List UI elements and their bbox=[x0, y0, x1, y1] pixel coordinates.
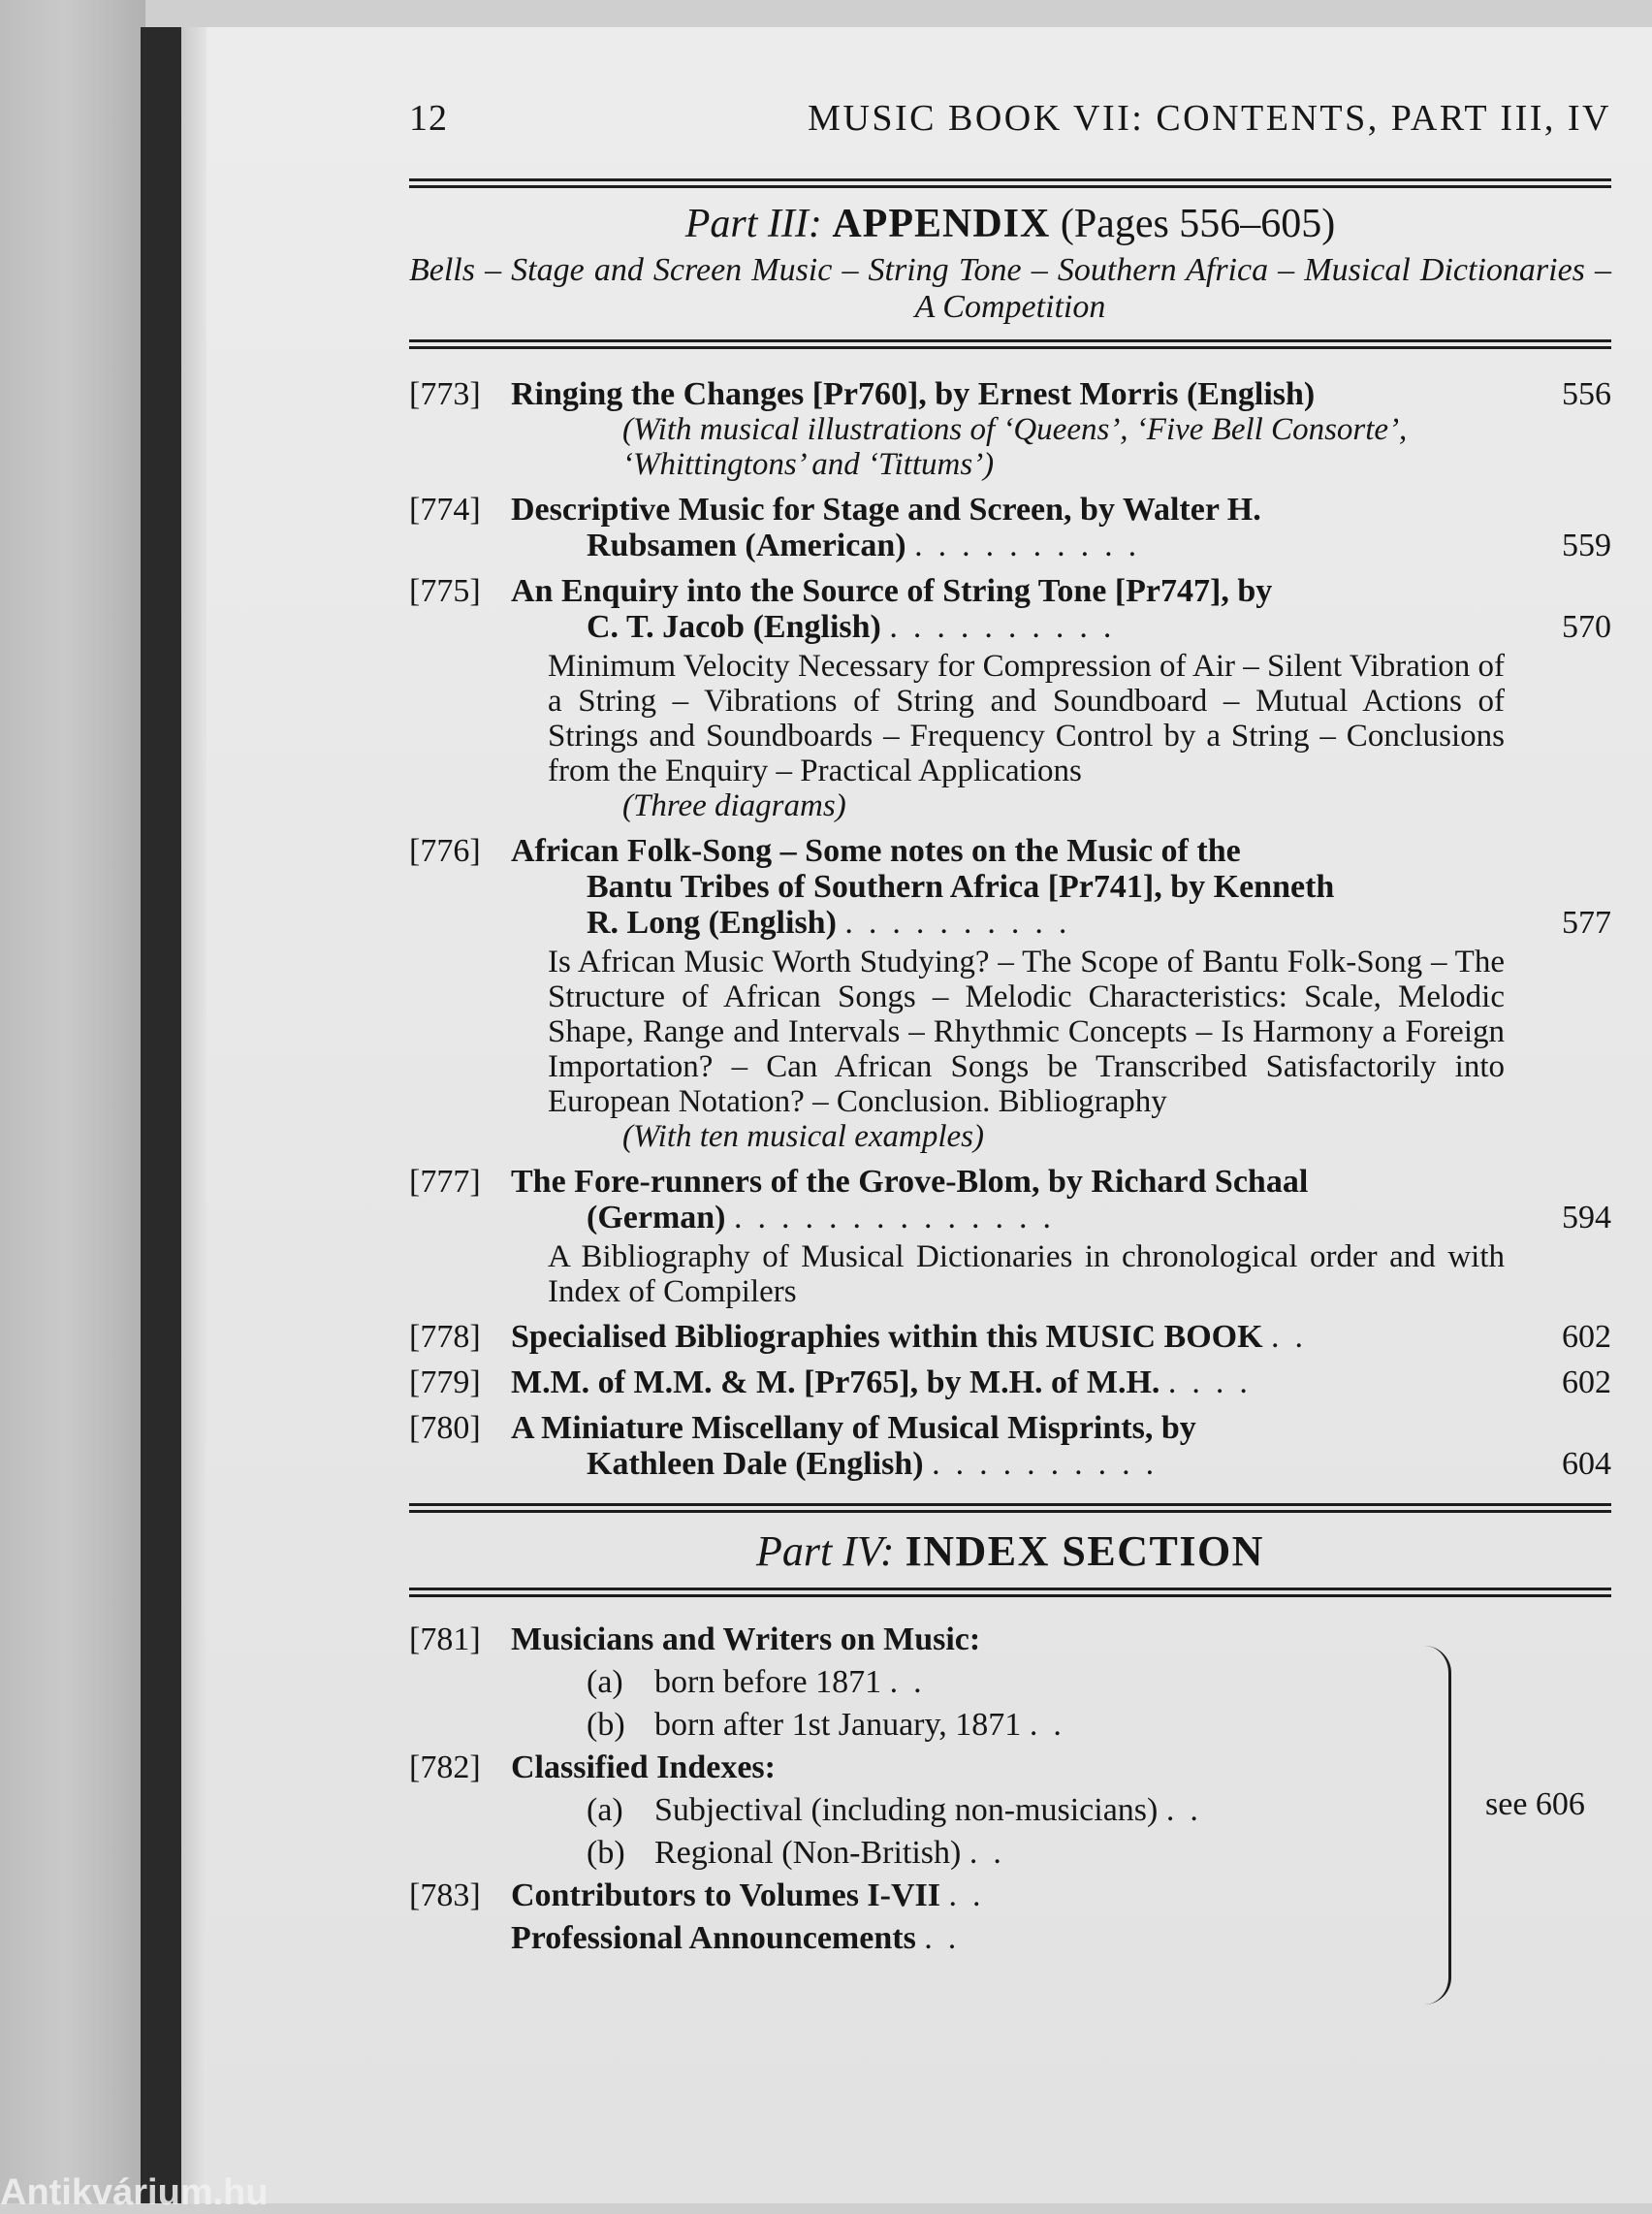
entry-page: 577 bbox=[1562, 905, 1611, 941]
leader-dots: .. bbox=[1057, 528, 1105, 563]
entry-number: [781] bbox=[409, 1621, 481, 1657]
sub-letter: (a) bbox=[587, 1664, 623, 1700]
leader-dots: .. bbox=[1074, 1446, 1123, 1482]
leader-dots: .. bbox=[948, 1877, 997, 1913]
entry-number: [777] bbox=[409, 1164, 481, 1200]
sub-title: Regional (Non-British) bbox=[654, 1835, 962, 1871]
leader-dots: .. bbox=[1029, 1707, 1077, 1743]
entry-title: Professional Announcements bbox=[511, 1920, 916, 1956]
page-gutter-shadow bbox=[181, 27, 206, 2203]
entry-number: [774] bbox=[409, 492, 481, 528]
leader-dots: .. bbox=[1009, 528, 1058, 563]
entry-note: (With musical illustrations of ‘Queens’, ‘Five Bell Consorte’, ‘Whittingtons’ and ‘Tittums’) bbox=[622, 412, 1408, 482]
entry-777 bbox=[409, 1164, 1611, 1309]
entry-page: 604 bbox=[1562, 1446, 1611, 1482]
entry-number: [782] bbox=[409, 1749, 481, 1785]
leader-dots: .. bbox=[1165, 1792, 1214, 1828]
entry-number: [775] bbox=[409, 573, 481, 609]
part3-name: APPENDIX bbox=[832, 202, 1051, 246]
entry-title-smallcaps: MUSIC BOOK bbox=[1045, 1319, 1263, 1355]
leader-dots: .. bbox=[987, 905, 1035, 941]
leader-dots: .. bbox=[829, 1200, 877, 1235]
leader-dots: .. bbox=[876, 1200, 925, 1235]
entry-title: Classified Indexes: bbox=[511, 1749, 776, 1785]
entry-description: Is African Music Worth Studying? – The Scope of Bantu Folk-Song – The Structure of African Songs – Melodic Characteristics: Scale, Melodic Shape, Range and Intervals – Rhythmic Concepts – Is Harmony a Foreign Importation? – Can African Songs be Transcribed Satisfactorily into European Notation? – Conclusion. Bibliography bbox=[548, 945, 1505, 1119]
entry-title-cont: C. T. Jacob (English) bbox=[587, 609, 881, 645]
entry-title-cont: Kathleen Dale (English) bbox=[587, 1446, 924, 1482]
entry-number: [779] bbox=[409, 1364, 481, 1400]
part3-pages: (Pages 556–605) bbox=[1060, 202, 1336, 246]
entry-779 bbox=[409, 1364, 1611, 1400]
leader-dots: .. bbox=[1271, 1319, 1319, 1355]
running-title: MUSIC BOOK VII: CONTENTS, PART III, IV bbox=[808, 98, 1611, 139]
contents-page bbox=[409, 97, 1611, 1960]
double-rule bbox=[409, 1503, 1611, 1513]
leader-dots: .. bbox=[1122, 1446, 1170, 1482]
sub-title: born after 1st January, 1871 bbox=[654, 1707, 1022, 1743]
book-spine bbox=[141, 27, 181, 2203]
double-rule bbox=[409, 339, 1611, 349]
leader-dots: .. bbox=[932, 1446, 980, 1482]
entry-page: 602 bbox=[1562, 1319, 1611, 1355]
entry-title: A Miniature Miscellany of Musical Misprints, by bbox=[511, 1410, 1196, 1446]
leader-dots: .. bbox=[979, 1446, 1028, 1482]
running-header bbox=[409, 97, 1611, 161]
leader-dots: .. bbox=[1034, 905, 1083, 941]
leader-dots: .. bbox=[1167, 1364, 1216, 1400]
leader-dots: .. bbox=[889, 609, 937, 645]
entry-list bbox=[409, 376, 1611, 1482]
entry-776 bbox=[409, 833, 1611, 1154]
leader-dots: .. bbox=[1215, 1364, 1263, 1400]
sub-title: born before 1871 bbox=[654, 1664, 882, 1700]
entry-title: M.M. of M.M. & M. [Pr765], by M.H. of M.H. bbox=[511, 1364, 1160, 1400]
part3-subtitle: Bells – Stage and Screen Music – String Tone – Southern Africa – Musical Dictionaries – A Competition bbox=[409, 252, 1611, 325]
entry-description: Minimum Velocity Necessary for Compression of Air – Silent Vibration of a String – Vibrations of String and Soundboard – Mutual Actions of Strings and Soundboards – Frequency Control by a String – Conclusions from the Enquiry – Practical Applications bbox=[548, 649, 1505, 788]
entry-778 bbox=[409, 1319, 1611, 1355]
entry-title: Musicians and Writers on Music: bbox=[511, 1621, 981, 1657]
leader-dots: .. bbox=[914, 528, 963, 563]
entry-title: An Enquiry into the Source of String Tone [Pr747], by bbox=[511, 573, 1273, 609]
leader-dots: .. bbox=[781, 1200, 830, 1235]
entry-title: Specialised Bibliographies within this bbox=[511, 1319, 1038, 1355]
double-rule bbox=[409, 1588, 1611, 1597]
entry-title: Contributors to Volumes I-VII bbox=[511, 1877, 940, 1913]
background-wall bbox=[0, 0, 145, 2203]
part4-name: INDEX SECTION bbox=[905, 1527, 1264, 1575]
entry-773 bbox=[409, 376, 1611, 482]
entry-description: A Bibliography of Musical Dictionaries in chronological order and with Index of Compilers bbox=[548, 1239, 1505, 1309]
entry-number: [773] bbox=[409, 376, 481, 412]
leader-dots: .. bbox=[937, 609, 985, 645]
leader-dots: .. bbox=[1027, 1446, 1075, 1482]
watermark: Antikvárium.hu bbox=[0, 2172, 269, 2213]
sub-letter: (a) bbox=[587, 1792, 623, 1828]
entry-title-cont: R. Long (English) bbox=[587, 905, 837, 941]
entry-page: 559 bbox=[1562, 528, 1611, 563]
sub-letter: (b) bbox=[587, 1707, 625, 1743]
part4-heading bbox=[409, 1526, 1611, 1576]
entry-title: Descriptive Music for Stage and Screen, by Walter H. bbox=[511, 492, 1261, 528]
leader-dots: .. bbox=[1079, 609, 1128, 645]
leader-dots: .. bbox=[892, 905, 940, 941]
entry-note: (Three diagrams) bbox=[622, 788, 846, 823]
leader-dots: .. bbox=[962, 528, 1010, 563]
leader-dots: .. bbox=[734, 1200, 782, 1235]
entry-note: (With ten musical examples) bbox=[622, 1119, 984, 1154]
leader-dots: .. bbox=[1104, 528, 1153, 563]
leader-dots: .. bbox=[984, 609, 1032, 645]
leader-dots: .. bbox=[969, 1835, 1017, 1871]
entry-page: 602 bbox=[1562, 1364, 1611, 1400]
right-brace bbox=[1419, 1646, 1451, 2005]
entry-780 bbox=[409, 1410, 1611, 1482]
leader-dots: .. bbox=[1032, 609, 1080, 645]
leader-dots: .. bbox=[844, 905, 893, 941]
entry-775 bbox=[409, 573, 1611, 823]
entry-page: 570 bbox=[1562, 609, 1611, 645]
sub-letter: (b) bbox=[587, 1835, 625, 1871]
page-number: 12 bbox=[409, 98, 448, 139]
entry-number: [778] bbox=[409, 1319, 481, 1355]
leader-dots: .. bbox=[924, 1200, 972, 1235]
entry-title: Ringing the Changes [Pr760], by Ernest Morris (English) bbox=[511, 376, 1316, 412]
entry-page: 594 bbox=[1562, 1200, 1611, 1235]
entry-number: [780] bbox=[409, 1410, 481, 1446]
part3-label: Part III: bbox=[684, 202, 822, 246]
entry-title: The Fore-runners of the Grove-Blom, by Richard Schaal bbox=[511, 1164, 1309, 1200]
index-section bbox=[409, 1619, 1611, 1960]
leader-dots: .. bbox=[889, 1664, 937, 1700]
entry-774 bbox=[409, 492, 1611, 563]
entry-number: [776] bbox=[409, 833, 481, 869]
leader-dots: .. bbox=[939, 905, 988, 941]
entry-title-cont: Rubsamen (American) bbox=[587, 528, 906, 563]
part3-heading bbox=[409, 200, 1611, 248]
leader-dots: .. bbox=[1019, 1200, 1067, 1235]
entry-title: African Folk-Song – Some notes on the Music of the bbox=[511, 833, 1241, 869]
entry-title-cont: Bantu Tribes of Southern Africa [Pr741], by Kenneth bbox=[587, 869, 1335, 905]
entry-page: 556 bbox=[1562, 376, 1611, 412]
see-reference: see 606 bbox=[1485, 1786, 1585, 1822]
leader-dots: .. bbox=[924, 1920, 972, 1956]
entry-number: [783] bbox=[409, 1877, 481, 1913]
sub-title: Subjectival (including non-musicians) bbox=[654, 1792, 1159, 1828]
leader-dots: .. bbox=[971, 1200, 1020, 1235]
entry-title-cont: (German) bbox=[587, 1200, 726, 1235]
double-rule bbox=[409, 178, 1611, 188]
part4-label: Part IV: bbox=[756, 1527, 895, 1575]
